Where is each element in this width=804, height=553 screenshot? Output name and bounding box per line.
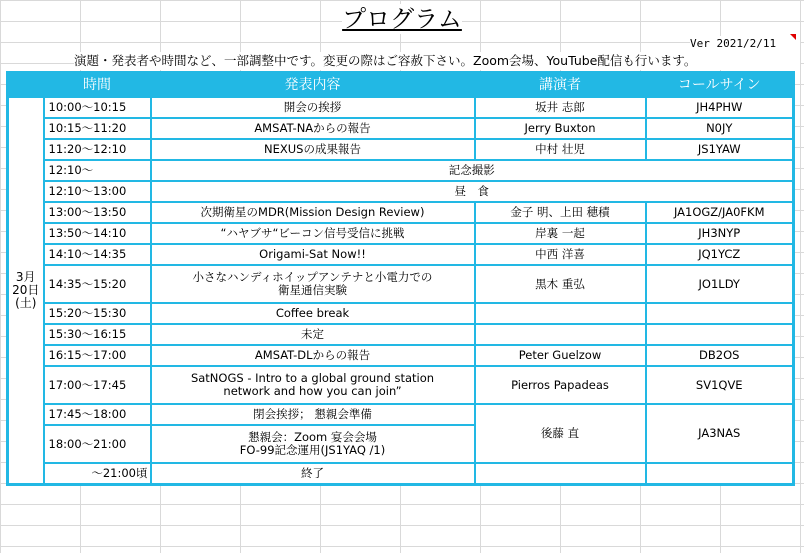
table-row (8, 345, 794, 366)
topic-line: FO-99記念運用(JS1YAQ /1) (239, 443, 386, 457)
topic-line: SatNOGS - Intro to a global ground station (190, 371, 435, 385)
topic-cell (151, 265, 475, 303)
time-cell: 11:20〜12:10 (44, 139, 151, 160)
speaker-cell (475, 303, 646, 324)
version-label: Ver 2021/2/11 (690, 36, 800, 52)
time-cell: 17:45〜18:00 (44, 404, 151, 425)
topic-cell: Origami-Sat Now!! (151, 244, 475, 265)
table-row (8, 181, 794, 202)
time-cell: 16:15〜17:00 (44, 345, 151, 366)
topic-line: network and how you can join” (223, 384, 402, 398)
time-cell: 10:00〜10:15 (44, 97, 151, 118)
speaker-cell: 中村 壮児 (475, 139, 646, 160)
speaker-cell: 後藤 直 (475, 404, 646, 463)
callsign-cell: JS1YAW (646, 139, 794, 160)
time-cell: 13:00〜13:50 (44, 202, 151, 223)
topic-cell: Coffee break (151, 303, 475, 324)
time-cell: 14:10〜14:35 (44, 244, 151, 265)
table-row (8, 118, 794, 139)
time-cell: 12:10〜 (44, 160, 151, 181)
table-row (8, 244, 794, 265)
table-row (8, 303, 794, 324)
callsign-cell (646, 324, 794, 345)
callsign-cell (646, 463, 794, 485)
date-month: 3月 (15, 270, 36, 284)
table-row (8, 97, 794, 118)
callsign-cell: N0JY (646, 118, 794, 139)
time-cell: 10:15〜11:20 (44, 118, 151, 139)
callsign-cell: JA1OGZ/JA0FKM (646, 202, 794, 223)
header-callsign: コールサイン (646, 73, 794, 98)
callsign-cell: DB2OS (646, 345, 794, 366)
time-cell: 18:00〜21:00 (44, 425, 151, 463)
speaker-cell: 坂井 志郎 (475, 97, 646, 118)
header-time: 時間 (44, 73, 151, 98)
topic-cell: AMSAT-NAからの報告 (151, 118, 475, 139)
topic-line: 小さなハンディホイップアンテナと小電力での (192, 270, 433, 284)
topic-cell: 記念撮影 (151, 160, 794, 181)
time-cell: 14:35〜15:20 (44, 265, 151, 303)
date-cell (8, 97, 44, 485)
speaker-cell: Jerry Buxton (475, 118, 646, 139)
table-header-row (8, 73, 794, 98)
callsign-cell: JA3NAS (646, 404, 794, 463)
topic-cell: 昼 食 (151, 181, 794, 202)
table-row (8, 160, 794, 181)
speaker-cell: Peter Guelzow (475, 345, 646, 366)
schedule-table (6, 71, 795, 486)
callsign-cell: SV1QVE (646, 366, 794, 404)
speaker-cell (475, 463, 646, 485)
time-cell: 13:50〜14:10 (44, 223, 151, 244)
speaker-cell: 金子 明、上田 穂積 (475, 202, 646, 223)
table-row (8, 366, 794, 404)
table-row (8, 202, 794, 223)
topic-line: 懇親会：Zoom 宴会会場 (248, 430, 377, 444)
topic-cell: AMSAT-DLからの報告 (151, 345, 475, 366)
header-topic: 発表内容 (151, 73, 475, 98)
speaker-cell: 岸裏 一起 (475, 223, 646, 244)
topic-cell: 終了 (151, 463, 475, 485)
date-day: 20日 (12, 283, 40, 297)
time-cell: 15:20〜15:30 (44, 303, 151, 324)
table-row (8, 265, 794, 303)
speaker-cell: 黒木 重弘 (475, 265, 646, 303)
callsign-cell: JQ1YCZ (646, 244, 794, 265)
speaker-cell: Pierros Papadeas (475, 366, 646, 404)
topic-cell (151, 425, 475, 463)
speaker-cell: 中西 洋喜 (475, 244, 646, 265)
table-row (8, 223, 794, 244)
table-row (8, 324, 794, 345)
callsign-cell: JH3NYP (646, 223, 794, 244)
topic-cell (151, 366, 475, 404)
time-cell: 15:30〜16:15 (44, 324, 151, 345)
topic-cell: “ハヤブサ“ビーコン信号受信に挑戦 (151, 223, 475, 244)
topic-cell: 次期衛星のMDR(Mission Design Review) (151, 202, 475, 223)
notice-text: 演題・発表者や時間など、一部調整中です。変更の際はご容赦下さい。Zoom会場、YouTube配信も行います。 (74, 52, 800, 70)
time-cell: 〜21:00頃 (44, 463, 151, 485)
header-speaker: 講演者 (475, 73, 646, 98)
date-weekday: (土) (15, 296, 37, 310)
topic-cell: 未定 (151, 324, 475, 345)
page-title: プログラム (342, 5, 462, 33)
topic-cell: 閉会挨拶； 懇親会準備 (151, 404, 475, 425)
time-cell: 12:10〜13:00 (44, 181, 151, 202)
callsign-cell: JO1LDY (646, 265, 794, 303)
speaker-cell (475, 324, 646, 345)
time-cell: 17:00〜17:45 (44, 366, 151, 404)
topic-cell: NEXUSの成果報告 (151, 139, 475, 160)
topic-line: 衛星通信実験 (278, 283, 347, 297)
table-row (8, 404, 794, 425)
table-row (8, 139, 794, 160)
callsign-cell: JH4PHW (646, 97, 794, 118)
callsign-cell (646, 303, 794, 324)
cell-comment-marker (790, 34, 796, 40)
topic-cell: 開会の挨拶 (151, 97, 475, 118)
header-blank (8, 73, 44, 98)
table-row (8, 463, 794, 485)
